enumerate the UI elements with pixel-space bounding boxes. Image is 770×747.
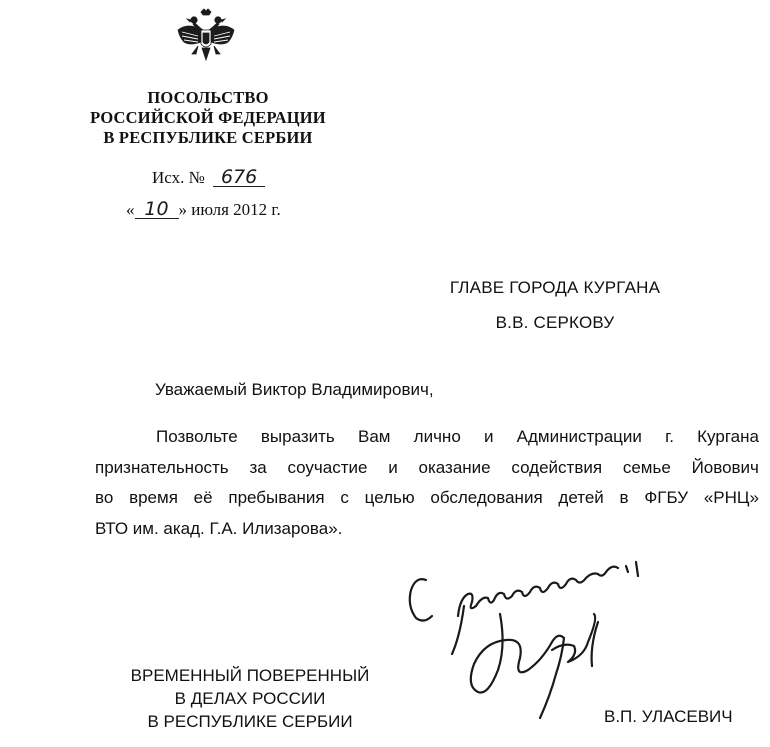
- body-word: Администрации: [516, 427, 642, 446]
- addressee-block: [420, 270, 690, 340]
- body-word: целью: [364, 488, 415, 507]
- outgoing-number-value: 676: [220, 166, 258, 188]
- body-line: [95, 426, 759, 457]
- body-word: Кургана: [697, 427, 759, 446]
- body-word: «РНЦ»: [703, 488, 759, 507]
- body-word: и: [388, 457, 398, 477]
- body-line: ВТО им. акад. Г.А. Илизарова».: [95, 518, 343, 538]
- body-word: соучастие: [287, 457, 368, 477]
- double-headed-eagle-emblem-icon: [174, 8, 238, 64]
- body-line: [95, 457, 759, 488]
- body-word: оказание: [418, 457, 491, 477]
- org-line: РОССИЙСКОЙ ФЕДЕРАЦИИ: [90, 108, 326, 127]
- letter-body: [95, 426, 759, 548]
- signatory-title-line: В РЕСПУБЛИКЕ СЕРБИИ: [147, 712, 353, 731]
- body-word: Йовович: [691, 457, 759, 477]
- outgoing-number-label: Исх. №: [152, 168, 205, 187]
- org-line: ПОСОЛЬСТВО: [147, 88, 269, 107]
- letter-date: [126, 200, 281, 220]
- org-line: В РЕСПУБЛИКЕ СЕРБИИ: [103, 128, 313, 147]
- addressee-name: В.В. СЕРКОВУ: [495, 313, 615, 332]
- body-word: время: [129, 488, 178, 507]
- body-word: признательность: [95, 457, 229, 477]
- body-word: её: [193, 488, 213, 507]
- body-word: г.: [665, 427, 674, 446]
- body-word: лично: [413, 427, 461, 446]
- date-month-year: » июля 2012 г.: [178, 200, 281, 219]
- body-word: с: [340, 488, 349, 507]
- date-day: 10: [144, 198, 169, 220]
- body-word: во: [95, 488, 114, 507]
- body-word: в: [619, 488, 629, 507]
- signatory-title: [100, 664, 400, 733]
- body-word: Вам: [357, 427, 391, 446]
- signatory-name: В.П. УЛАСЕВИЧ: [604, 707, 733, 726]
- sender-organization: [70, 88, 346, 148]
- body-word: ФГБУ: [644, 488, 689, 507]
- greeting: Уважаемый Виктор Владимирович,: [155, 380, 434, 399]
- body-word: содействия: [511, 457, 603, 477]
- body-word: пребывания: [228, 488, 325, 507]
- signatory-title-line: ВРЕМЕННЫЙ ПОВЕРЕННЫЙ: [130, 666, 370, 685]
- body-line: [95, 487, 759, 518]
- body-word: Позвольте: [156, 427, 238, 446]
- outgoing-number-line: [152, 168, 265, 188]
- body-word: детей: [558, 488, 604, 507]
- date-open-quote: «: [126, 200, 135, 219]
- body-word: и: [483, 427, 494, 446]
- body-word: за: [249, 457, 267, 477]
- handwritten-signature-icon: [402, 546, 652, 732]
- signatory-title-line: В ДЕЛАХ РОССИИ: [174, 689, 326, 708]
- addressee-position: ГЛАВЕ ГОРОДА КУРГАНА: [449, 278, 661, 297]
- body-word: семье: [622, 457, 671, 477]
- body-word: выразить: [260, 427, 335, 446]
- body-word: обследования: [430, 488, 543, 507]
